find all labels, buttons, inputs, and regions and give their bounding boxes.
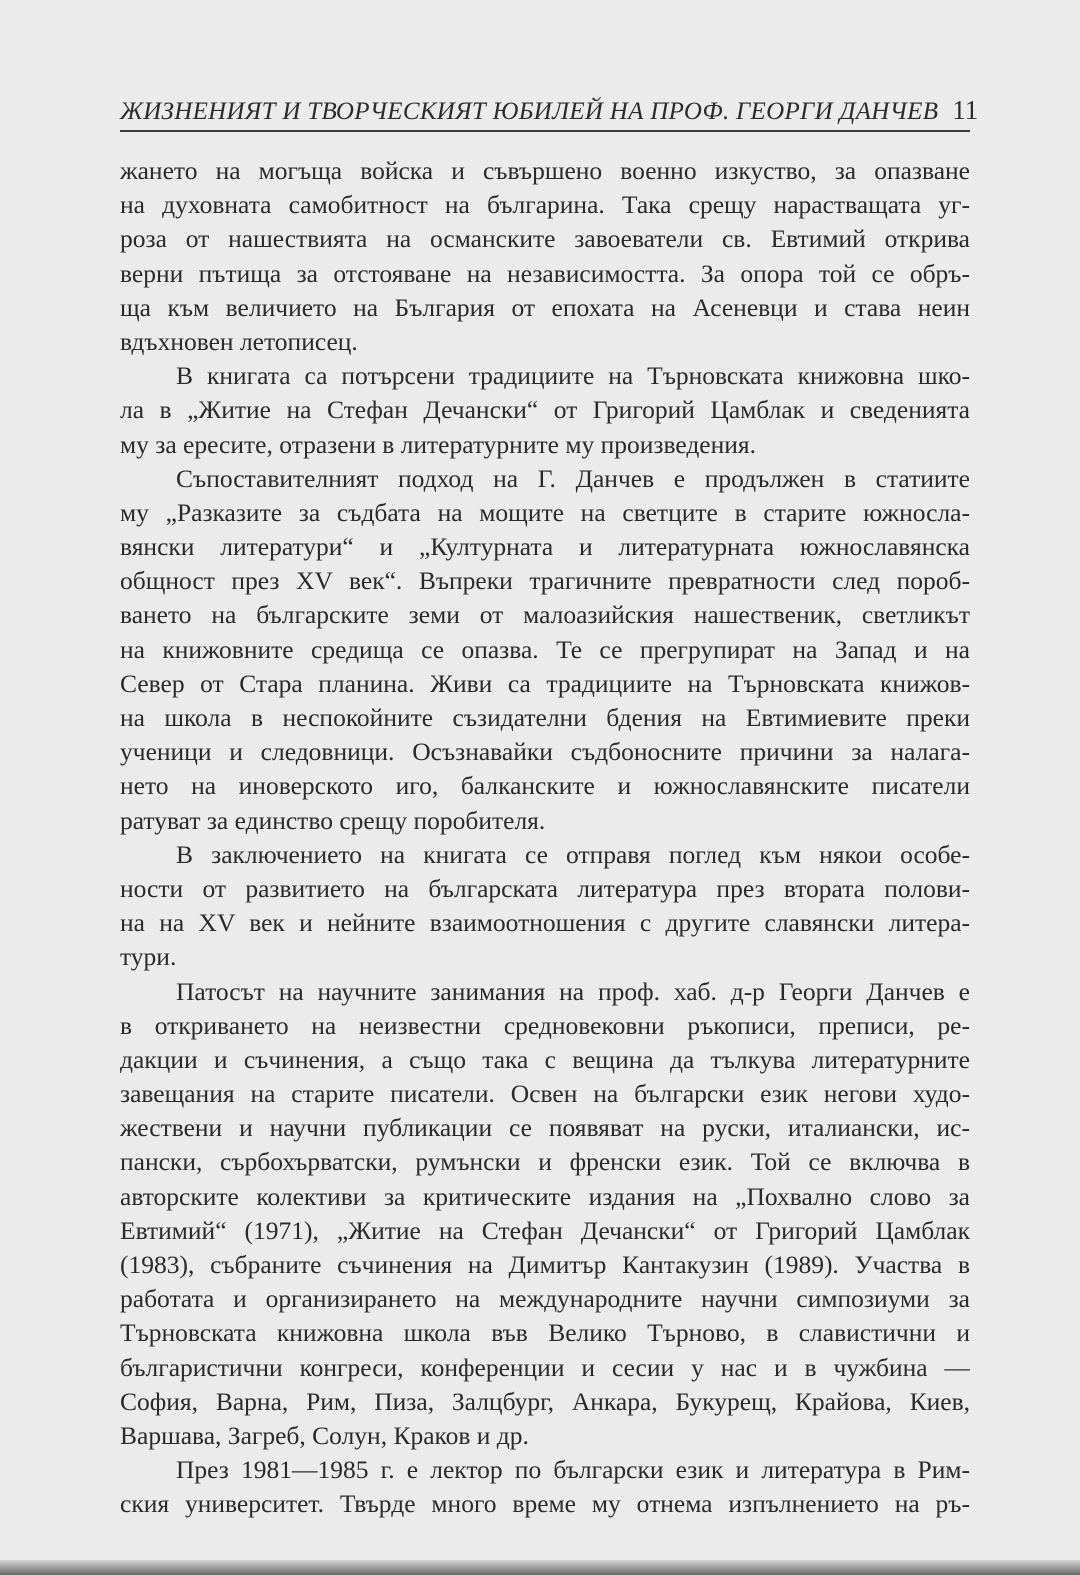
text-line: вдъхновен летописец. [120,326,358,356]
text-line: роза от нашествията на османските завоеватели св. Евтимий открива [120,224,970,254]
text-line: му „Разказите за съдбата на мощите на светците в старите южносла- [120,497,970,527]
body-text [120,154,970,1522]
text-line: Търновската книжовна школа във Велико Търново, в славистични и [120,1318,970,1348]
running-head [120,92,979,132]
text-line: жането на могъща войска и съвършено военно изкуство, за опазване [120,156,970,185]
text-line: Север от Стара планина. Живи са традициите на Търновската книжов- [120,668,970,698]
text-line: работата и организирането на международните научни симпозиуми за [120,1284,970,1314]
text-line: През 1981—1985 г. е лектор по български език и литература в Рим- [176,1455,970,1485]
scan-bottom-edge [0,1560,1080,1575]
text-line: ности от развитието на българската литература през втората полови- [120,873,970,903]
text-line: Евтимий“ (1971), „Житие на Стефан Дечански“ от Григорий Цамблак [120,1215,970,1245]
text-line: тури. [120,942,177,972]
text-line: ученици и следовници. Осъзнавайки съдбоносните причини за налага- [120,737,970,767]
text-line: вянски литератури“ и „Културната и литературната южнославянска [120,532,970,562]
text-line: пански, сърбохърватски, румънски и френски език. Той се включва в [120,1147,970,1177]
text-line: Патосът на научните занимания на проф. хаб. д-р Георги Данчев е [176,976,970,1006]
text-line: В книгата са потърсени традициите на Търновската книжовна шко- [176,361,970,391]
text-line: Съпоставителният подход на Г. Данчев е продължен в статиите [176,463,970,493]
text-line: верни пътища за отстояване на независимостта. За опора той се обръ- [120,258,970,288]
text-line: дакции и съчинения, а също така с вещина да тълкува литературните [120,1044,970,1074]
text-line: ща към величието на България от епохата на Асеневци и става неин [120,292,970,322]
text-line: авторските колективи за критическите издания на „Похвално слово за [120,1181,970,1211]
text-line: Варшава, Загреб, Солун, Краков и др. [120,1420,529,1450]
text-line: (1983), събраните съчинения на Димитър Кантакузин (1989). Участва в [120,1250,970,1279]
text-line: в откриването на неизвестни средновековни ръкописи, преписи, ре- [120,1010,970,1040]
text-line: му за ересите, отразени в литературните му произведения. [120,429,757,459]
text-line: на духовната самобитност на българина. Така срещу нарастващата уг- [120,190,970,220]
text-line: общност през XV век“. Въпреки трагичните превратности след пороб- [120,566,970,596]
text-line: нето на иноверското иго, балканските и южнославянските писатели [120,771,970,801]
page-number: 11 [952,95,979,125]
running-title: ЖИЗНЕНИЯТ И ТВОРЧЕСКИЯТ ЮБИЛЕЙ НА ПРОФ. ГЕОРГИ ДАНЧЕВ [120,98,939,125]
text-line: ла в „Житие на Стефан Дечански“ от Григорий Цамблак и сведенията [120,395,970,425]
text-line: жествени и научни публикации се появяват на руски, италиански, ис- [120,1113,970,1143]
text-line: българистични конгреси, конференции и сесии у нас и в чужбина — [120,1352,970,1382]
text-line: на на XV век и нейните взаимоотношения с другите славянски литера- [120,908,970,938]
text-line: ския университет. Твърде много време му отнема изпълнението на ръ- [120,1489,970,1519]
text-line: завещания на старите писатели. Освен на български език негови худо- [120,1079,970,1109]
text-line: на книжовните средища се опазва. Те се прегрупират на Запад и на [120,634,970,664]
text-line: ратуват за единство срещу поробителя. [120,805,546,835]
text-line: ването на българските земи от малоазийския нашественик, светликът [120,600,970,630]
text-line: на школа в неспокойните съзидателни бдения на Евтимиевите преки [120,703,970,732]
text-line: В заключението на книгата се отправя поглед към някои особе- [176,839,970,869]
text-line: София, Варна, Рим, Пиза, Залцбург, Анкара, Букурещ, Крайова, Киев, [120,1386,970,1416]
